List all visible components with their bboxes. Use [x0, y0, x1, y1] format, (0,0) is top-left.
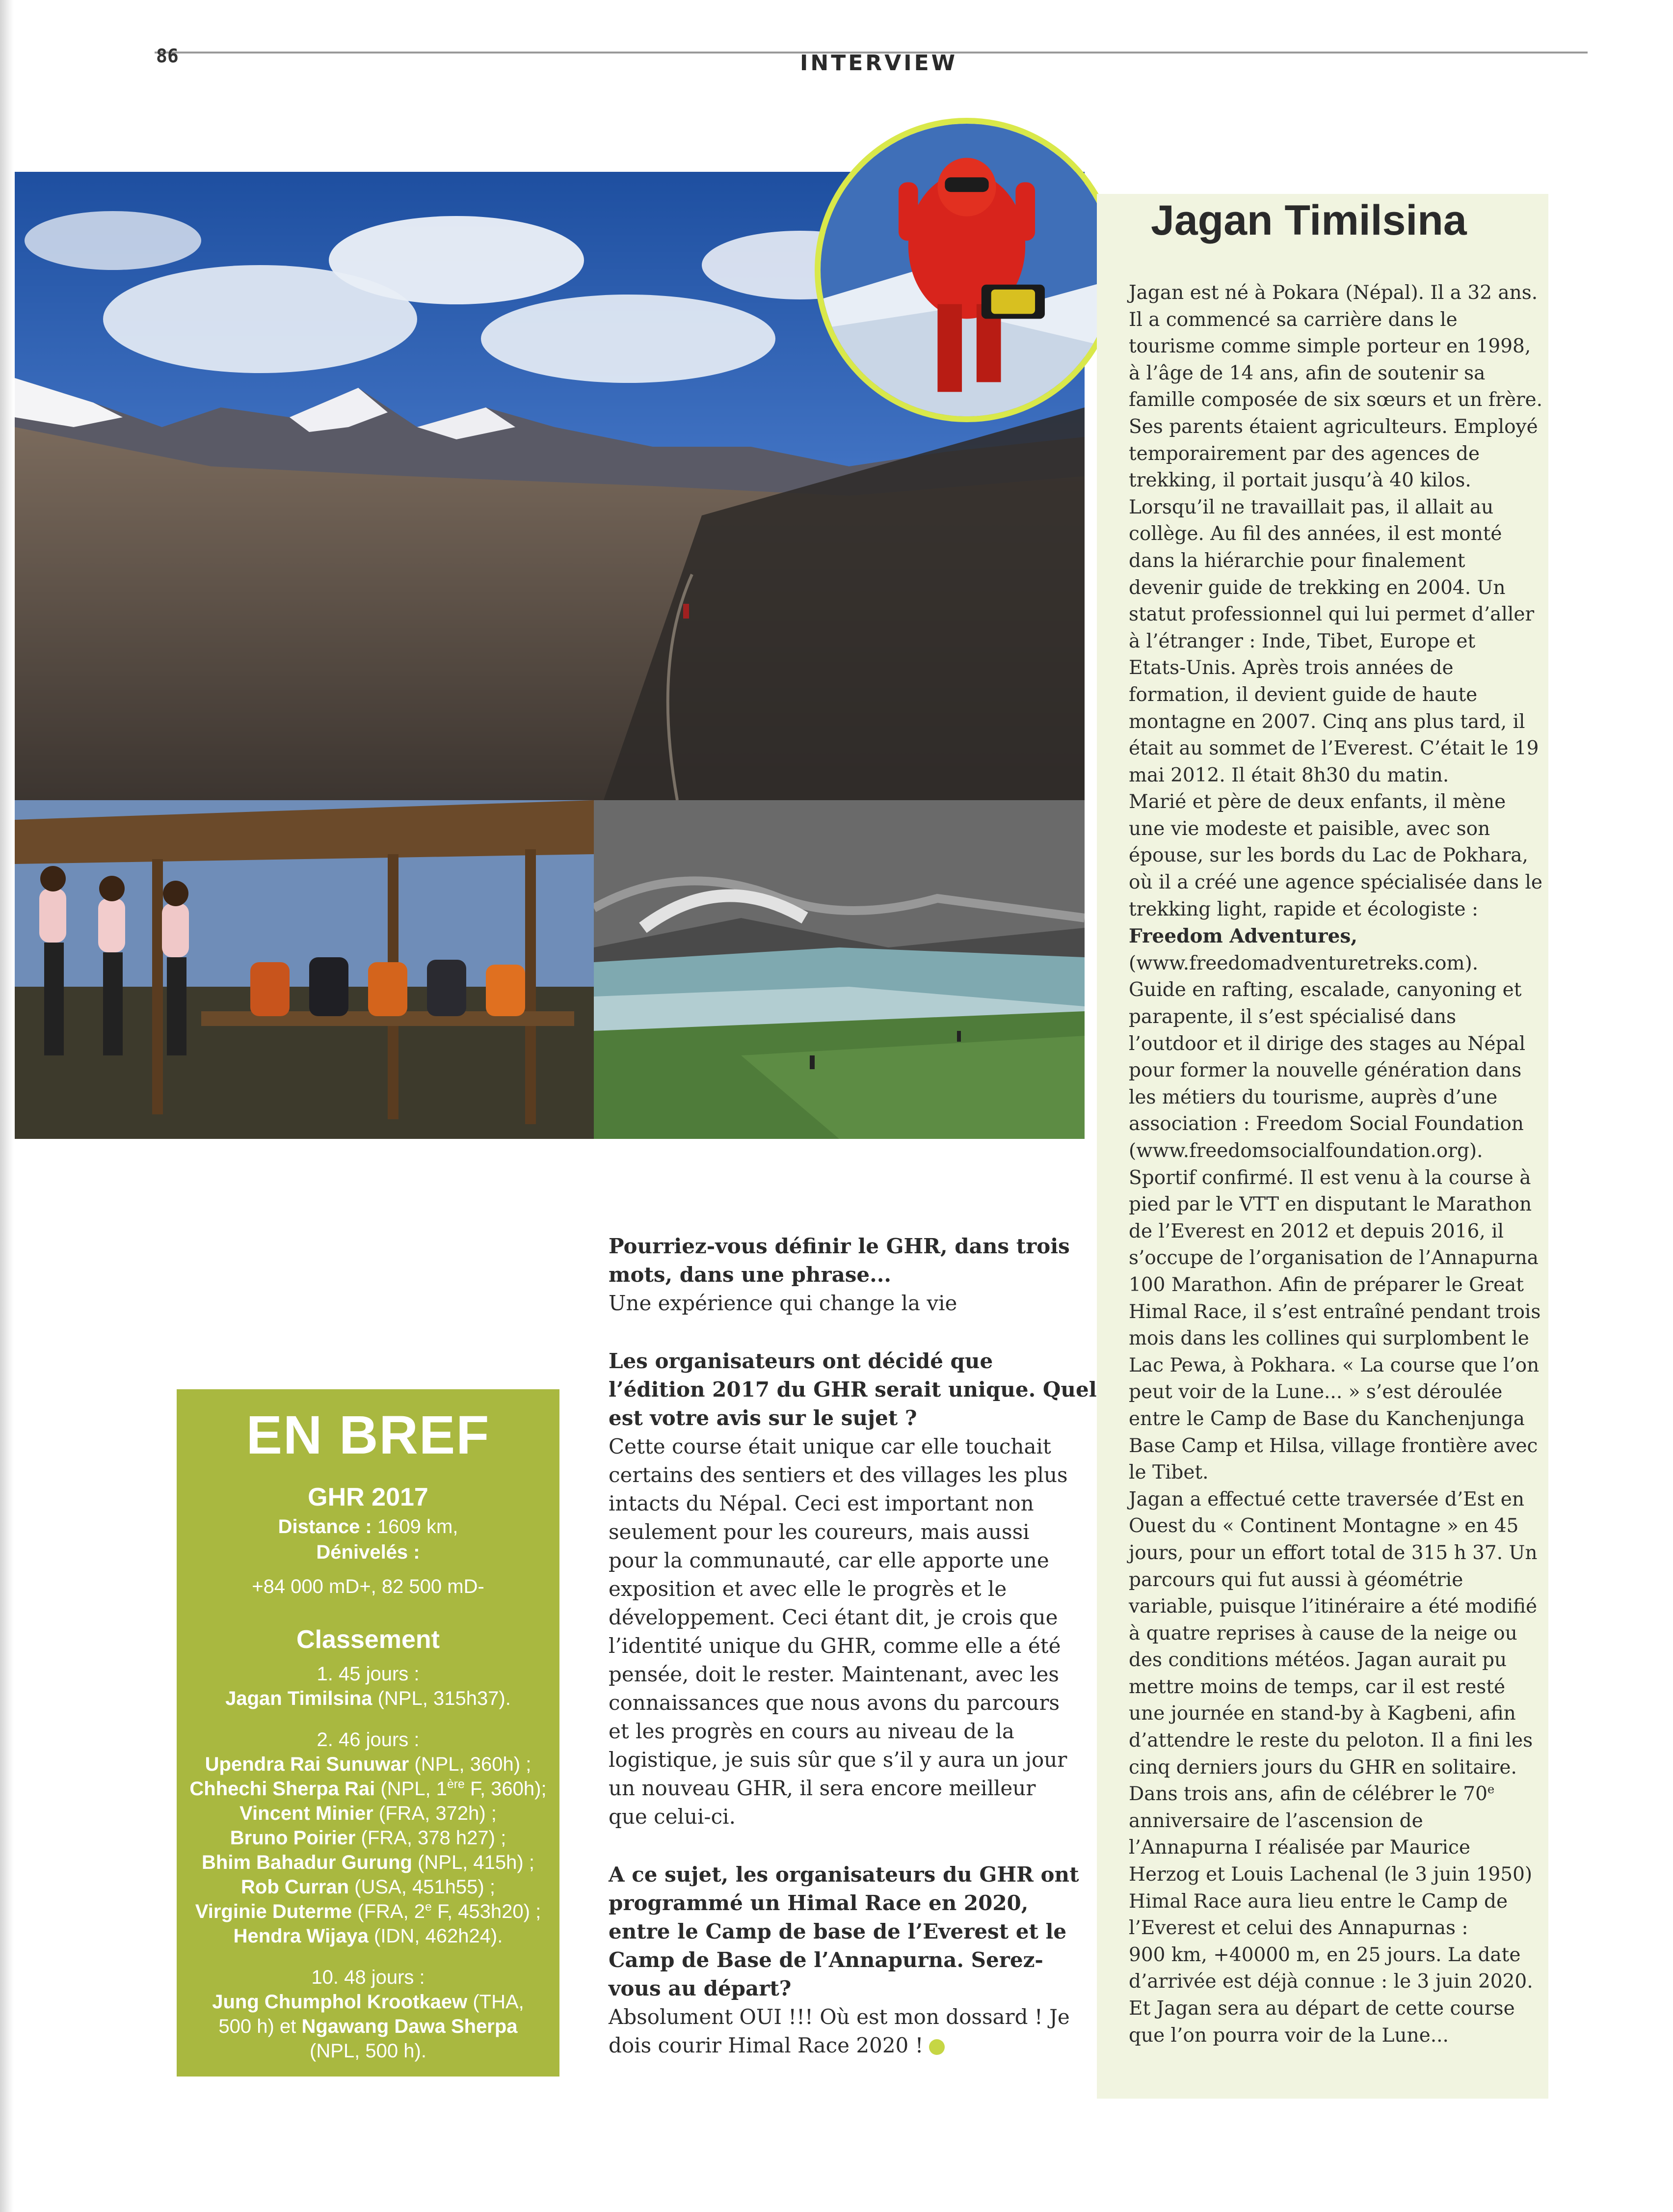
bio-line: cinq derniers jours du GHR en solitaire.	[1129, 1756, 1517, 1779]
bio-line: trekking, il portait jusqu’à 40 kilos.	[1129, 469, 1471, 492]
answer-line: pour la communauté, car elle apporte une	[609, 1548, 1049, 1572]
answer-line: un nouveau GHR, il sera encore meilleur	[609, 1776, 1036, 1800]
runner-detail: F, 360h);	[464, 1778, 547, 1800]
bio-line: trekking light, rapide et écologiste :	[1129, 898, 1479, 920]
runner-detail: (NPL, 415h) ;	[412, 1852, 534, 1873]
question-line: Les organisateurs ont décidé que	[609, 1349, 993, 1373]
runner-name: Ngawang Dawa Sherpa	[301, 2016, 518, 2037]
bio-line: le Tibet.	[1129, 1461, 1209, 1484]
bio-line: mois dans les collines qui surplombent le	[1129, 1327, 1529, 1350]
bio-line: dans la hiérarchie pour finalement	[1129, 549, 1465, 572]
section-title: INTERVIEW	[800, 51, 958, 76]
runner-detail: (USA, 451h55) ;	[349, 1876, 495, 1898]
bio-line: Sportif confirmé. Il est venu à la course à	[1129, 1166, 1531, 1189]
answer-line: intacts du Népal. Ceci est important non	[609, 1491, 1034, 1515]
answer-line: certains des sentiers et des villages les plus	[609, 1463, 1068, 1487]
question-line: A ce sujet, les organisateurs du GHR ont	[609, 1862, 1079, 1887]
question-line: Pourriez-vous définir le GHR, dans trois	[609, 1234, 1070, 1258]
bio-line: variable, puisque l’itinéraire a été modifié	[1129, 1595, 1538, 1618]
bio-line: Guide en rafting, escalade, canyoning et	[1129, 979, 1522, 1001]
bio-line: était au sommet de l’Everest. C’était le 19	[1129, 737, 1539, 760]
bio-name-heading: Jagan Timilsina	[1151, 197, 1467, 244]
bio-line: tourisme comme simple porteur en 1998,	[1129, 335, 1531, 358]
en-bref-distance	[177, 1516, 559, 1538]
rank2-entry	[177, 1753, 559, 1776]
bio-line: 100 Marathon. Afin de préparer le Great	[1129, 1273, 1524, 1296]
trekking-shelter-photo	[15, 800, 594, 1139]
superscript: e	[1487, 1782, 1495, 1797]
runner-name: Upendra Rai Sunuwar	[205, 1753, 409, 1775]
bio-line: d’arrivée est déjà connue : le 3 juin 2020.	[1129, 1970, 1533, 1993]
bio-line: Lac Pewa, à Pokhara. « La course que l’on	[1129, 1354, 1540, 1376]
runner-detail: (NPL, 315h37).	[372, 1688, 511, 1709]
bio-line: famille composée de six sœurs et un frère.	[1129, 389, 1543, 411]
bio-line: Et Jagan sera au départ de cette course	[1129, 1997, 1515, 2020]
bio-line: Ouest du « Continent Montagne » en 45	[1129, 1515, 1519, 1538]
runner-detail: (FRA, 372h) ;	[373, 1803, 497, 1824]
end-of-article-dot-icon	[929, 2039, 945, 2055]
bio-text	[1129, 280, 1551, 2049]
rank10-entry	[177, 1991, 559, 2013]
bio-line: pour former la nouvelle génération dans	[1129, 1059, 1522, 1082]
bio-agency-name	[1129, 923, 1551, 950]
runner-name: Jung Chumphol Krootkaew	[212, 1991, 468, 2013]
answer-line-last	[609, 2031, 1089, 2060]
bio-line: des conditions météos. Jagan aurait pu	[1129, 1649, 1507, 1672]
runner-name: Rob Curran	[241, 1876, 349, 1898]
bio-line: parapente, il s’est spécialisé dans	[1129, 1006, 1457, 1028]
ranking-title: Classement	[296, 1625, 440, 1654]
bio-line: où il a créé une agence spécialisée dans le	[1129, 871, 1542, 894]
rank10-header: 10. 48 jours :	[311, 1967, 425, 1988]
agency-name: Freedom Adventures,	[1129, 925, 1357, 948]
runner-detail: (IDN, 462h24).	[368, 1925, 503, 1947]
question-line: programmé un Himal Race en 2020,	[609, 1891, 1029, 1915]
answer-line: Cette course était unique car elle touchait	[609, 1434, 1051, 1458]
bio-line: Marié et père de deux enfants, il mène	[1129, 791, 1506, 813]
bio-line: devenir guide de trekking en 2004. Un	[1129, 576, 1506, 599]
paragraph-gap	[609, 1831, 1089, 1861]
bio-line: anniversaire de l’ascension de	[1129, 1809, 1423, 1832]
rank2-entry	[177, 1778, 559, 1800]
rank2-entry	[177, 1803, 559, 1825]
bio-line: Himal Race, il s’est entraîné pendant trois	[1129, 1300, 1541, 1323]
question-line: est votre avis sur le sujet ?	[609, 1406, 917, 1430]
bio-line: une vie modeste et paisible, avec son	[1129, 817, 1490, 840]
rank1-header: 1. 45 jours :	[317, 1663, 420, 1685]
page-fold-shadow	[0, 0, 14, 2212]
bio-line: jours, pour un effort total de 315 h 37. Un	[1129, 1541, 1538, 1564]
runner-name: Chhechi Sherpa Rai	[189, 1778, 375, 1800]
rank2-entry	[177, 1827, 559, 1849]
superscript: e	[425, 1900, 432, 1914]
runner-detail: (NPL, 360h) ;	[409, 1753, 531, 1775]
answer-line: seulement pour les coureurs, mais aussi	[609, 1520, 1030, 1544]
bio-line: Base Camp et Hilsa, village frontière avec	[1129, 1434, 1538, 1457]
en-bref-event: GHR 2017	[308, 1483, 428, 1511]
rank10-entry	[177, 2016, 559, 2038]
answer-line: connaissances que nous avons du parcours	[609, 1691, 1060, 1715]
bio-line: une journée en stand-by à Kagbeni, afin	[1129, 1702, 1516, 1725]
interview-text	[609, 1232, 1097, 2060]
bio-line: collège. Au fil des années, il est monté	[1129, 523, 1502, 545]
question-line: entre le Camp de base de l’Everest et le	[609, 1919, 1067, 1943]
bio-line: épouse, sur les bords du Lac de Pokhara,	[1129, 844, 1528, 867]
bio-line: l’Annapurna I réalisée par Maurice	[1129, 1836, 1470, 1859]
runner-name: Vincent Minier	[239, 1803, 373, 1824]
bio-line: que l’on pourra voir de la Lune...	[1129, 2024, 1449, 2047]
bio-line: formation, il devient guide de haute	[1129, 683, 1478, 706]
bio-line: (www.freedomsocialfoundation.org).	[1129, 1140, 1483, 1162]
bio-line: l’Everest et celui des Annapurnas :	[1129, 1917, 1468, 1940]
answer-line: pensée, doit le rester. Maintenant, avec les	[609, 1662, 1059, 1686]
bio-line: de l’Everest en 2012 et depuis 2016, il	[1129, 1220, 1504, 1242]
runner-detail: (FRA, 378 h27) ;	[355, 1827, 506, 1849]
bio-line-anniversary	[1129, 1781, 1551, 1808]
bio-line: entre le Camp de Base du Kanchenjunga	[1129, 1407, 1525, 1430]
runner-detail: (FRA, 2	[352, 1901, 425, 1922]
en-bref-title: EN BREF	[246, 1405, 490, 1465]
answer-line: développement. Ceci étant dit, je crois que	[609, 1605, 1058, 1629]
bio-line: statut professionnel qui lui permet d’aller	[1129, 603, 1535, 626]
bio-line: (www.freedomadventuretreks.com).	[1129, 952, 1479, 974]
bio-line: Dans trois ans, afin de célébrer le 70	[1129, 1783, 1487, 1806]
distance-label: Distance :	[278, 1516, 372, 1538]
paragraph-gap	[609, 1318, 1089, 1347]
bio-line: temporairement par des agences de	[1129, 442, 1480, 465]
bio-line: montagne en 2007. Cinq ans plus tard, il	[1129, 710, 1525, 733]
en-bref-elevation-value: +84 000 mD+, 82 500 mD-	[252, 1576, 484, 1597]
en-bref-elevation-label	[177, 1541, 559, 1564]
answer-line: exposition et avec elle le progrès et le	[609, 1577, 1007, 1601]
answer-line: que celui-ci.	[609, 1805, 736, 1829]
bio-line: l’outdoor et il dirige des stages au Népal	[1129, 1032, 1526, 1055]
runner-name: Hendra Wijaya	[233, 1925, 369, 1947]
bio-line: peut voir de la Lune... » s’est déroulée	[1129, 1381, 1503, 1403]
bio-line: 900 km, +40000 m, en 25 jours. La date	[1129, 1943, 1521, 1966]
runner-name: Virginie Duterme	[195, 1901, 352, 1922]
bio-line: Ses parents étaient agriculteurs. Employé	[1129, 415, 1538, 438]
rank2-entry	[177, 1876, 559, 1898]
en-bref-box	[177, 1389, 559, 2077]
runner-name: Jagan Timilsina	[225, 1688, 372, 1709]
runner-name: Bhim Bahadur Gurung	[202, 1852, 412, 1873]
runner-detail: F, 453h20) ;	[431, 1901, 541, 1922]
bio-line: à quatre reprises à cause de la neige ou	[1129, 1622, 1517, 1645]
bio-line: Il a commencé sa carrière dans le	[1129, 308, 1458, 331]
climber-portrait-photo	[815, 118, 1119, 422]
bio-line: d’attendre le reste du peloton. Il a fini les	[1129, 1729, 1533, 1752]
bio-line: mettre moins de temps, car il est resté	[1129, 1675, 1506, 1698]
bio-line: Herzog et Louis Lachenal (le 3 juin 1950)	[1129, 1863, 1533, 1886]
bio-line: Etats-Unis. Après trois années de	[1129, 657, 1454, 679]
answer-line: et les progrès en cours au niveau de la	[609, 1719, 1014, 1743]
bio-line: mai 2012. Il était 8h30 du matin.	[1129, 764, 1449, 786]
answer-text: dois courir Himal Race 2020 !	[609, 2033, 924, 2057]
rank2-entry	[177, 1852, 559, 1874]
distance-value: 1609 km,	[372, 1516, 458, 1538]
answer-line: l’identité unique du GHR, comme elle a été	[609, 1634, 1061, 1658]
runner-name: Bruno Poirier	[230, 1827, 356, 1849]
superscript: ère	[447, 1778, 465, 1791]
bio-line: pied par le VTT en disputant le Marathon	[1129, 1193, 1532, 1216]
bio-line: association : Freedom Social Foundation	[1129, 1113, 1524, 1135]
bio-line: parcours qui fut aussi à géométrie	[1129, 1568, 1463, 1591]
rank10-entry: (NPL, 500 h).	[310, 2040, 426, 2062]
bio-line: à l’étranger : Inde, Tibet, Europe et	[1129, 630, 1476, 652]
answer-line: Absolument OUI !!! Où est mon dossard ! Je	[609, 2005, 1070, 2029]
runner-detail: (THA,	[467, 1991, 524, 2013]
rank2-entry	[177, 1901, 559, 1923]
rank2-entry	[177, 1925, 559, 1947]
bio-line: s’occupe de l’organisation de l’Annapurna	[1129, 1247, 1539, 1269]
runner-detail: 500 h) et	[218, 2016, 302, 2037]
question-line: Camp de Base de l’Annapurna. Serez-	[609, 1948, 1043, 1972]
question-line: l’édition 2017 du GHR serait unique. Quel	[609, 1377, 1097, 1402]
question-line: vous au départ?	[609, 1976, 792, 2000]
bio-line: les métiers du tourisme, auprès d’une	[1129, 1086, 1498, 1108]
bio-line: Lorsqu’il ne travaillait pas, il allait au	[1129, 496, 1494, 518]
runner-detail: (NPL, 1	[375, 1778, 447, 1800]
rank2-header: 2. 46 jours :	[317, 1729, 420, 1751]
page-number: 86	[156, 45, 179, 67]
question-line: mots, dans une phrase...	[609, 1263, 892, 1287]
bio-line: Himal Race aura lieu entre le Camp de	[1129, 1890, 1508, 1913]
elevation-label: Dénivelés :	[316, 1541, 420, 1563]
answer-line: Une expérience qui change la vie	[609, 1291, 957, 1315]
bio-line: à l’âge de 14 ans, afin de soutenir sa	[1129, 362, 1486, 384]
river-gorge-photo	[594, 800, 1085, 1139]
answer-line: logistique, je suis sûr que s’il y aura un jour	[609, 1748, 1067, 1772]
bio-line: Jagan est né à Pokara (Népal). Il a 32 ans.	[1129, 282, 1538, 304]
rank1-entry	[177, 1688, 559, 1710]
bio-line: Jagan a effectué cette traversée d’Est en	[1129, 1488, 1524, 1511]
